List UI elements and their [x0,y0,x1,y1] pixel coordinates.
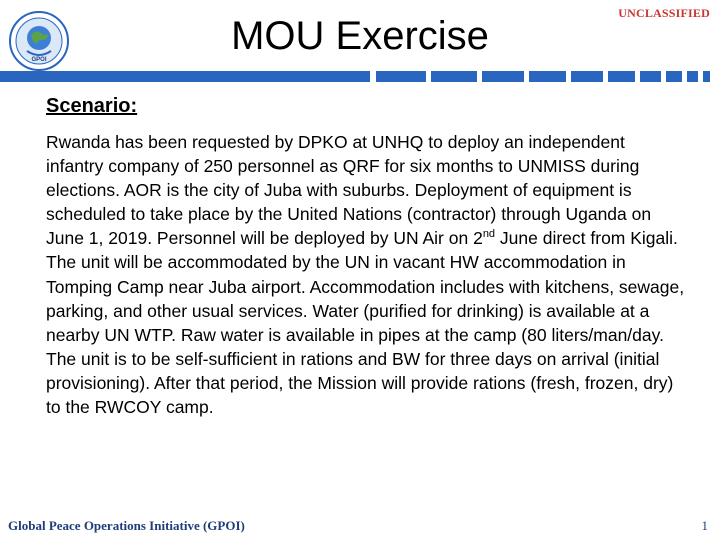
header-bar-segment [529,71,566,82]
svg-text:GPOI: GPOI [31,57,47,63]
header-bar-segment [376,71,426,82]
footer-organization: Global Peace Operations Initiative (GPOI) [8,518,245,533]
page-number: 1 [701,518,708,533]
scenario-paragraph [46,130,686,419]
header-bar-segment [666,71,682,82]
scenario-text-part1: Rwanda has been requested by DPKO at UNHQ to deploy an independent infantry company of 250 personnel as QRF for six months to UNMISS during elections. AOR is the city of Juba with suburbs. Deployment of equipment is scheduled to take place by the United Nations (contractor) through Uganda on June 1, 2019. Personnel will be deployed by UN Air on 2 [46,132,652,249]
ordinal-suffix: nd [482,228,496,241]
header-bar-segment [687,71,698,82]
header-bar-segment [703,71,710,82]
scenario-text-part2: June direct from Kigali. The unit will be accommodated by the UN in vacant HW accommodation in Tomping Camp near Juba airport. Accommodation includes with kitchens, sewage, parking, and other usual services. Water (purified for drinking) is available at a nearby UN WTP. Raw water is available in pipes at the camp (80 liters/man/day. The unit is to be self-sufficient in rations and BW for three days on arrival (initial provisioning). After that period, the Mission will provide rations (fresh, frozen, dry) to the RWCOY camp. [46,228,685,418]
header-divider-bar [0,71,720,82]
classification-label: UNCLASSIFIED [618,6,710,20]
slide-title: MOU Exercise [231,14,489,58]
header-bar-segment [571,71,603,82]
header-bar-segment [640,71,661,82]
header-bar-main [0,71,370,82]
header-bar-segment [431,71,477,82]
header-bar-segment [608,71,635,82]
scenario-heading: Scenario: [46,95,138,117]
header-bar-segment [482,71,524,82]
